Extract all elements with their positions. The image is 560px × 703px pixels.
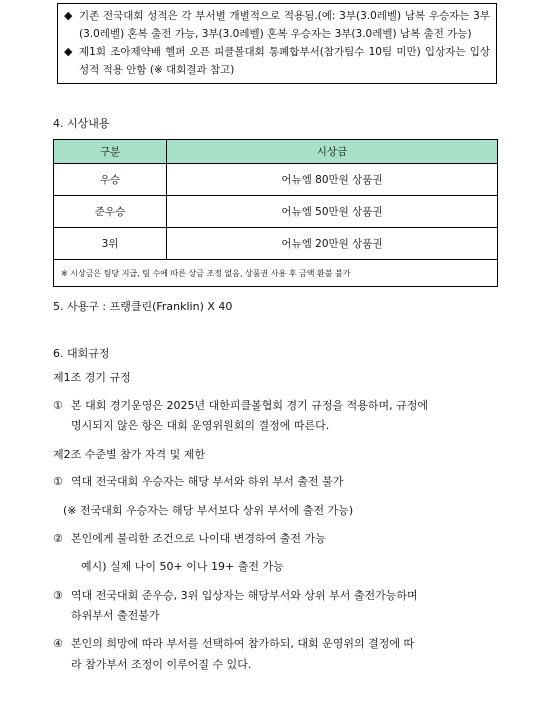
rule-text-continued: 라 참가부서 조정이 이루어질 수 있다.: [71, 658, 252, 671]
prize-section-title: 4. 시상내용: [53, 117, 110, 130]
rule-example: 예시) 실제 나이 50+ 이나 19+ 출전 가능: [81, 560, 284, 573]
rules-section-title: 6. 대회규정: [53, 347, 110, 360]
rule-item: [53, 635, 414, 653]
rule-text: 본 대회 경기운영은 2025년 대한피클볼협회 경기 규정을 적용하며, 규정에: [71, 399, 428, 412]
circled-number: ④: [53, 637, 63, 650]
rule-text: 본인에게 불리한 조건으로 나이대 변경하여 출전 가능: [71, 532, 326, 545]
column-header-prize: 시상금: [167, 140, 498, 164]
article-1-title: 제1조 경기 규정: [53, 371, 131, 384]
rule-text-continued: 명시되지 않은 항은 대회 운영위원회의 결정에 따른다.: [71, 419, 330, 432]
prize-table: [53, 139, 498, 287]
rank-cell: 우승: [54, 164, 167, 196]
rule-item: [53, 587, 418, 605]
ball-section-title: 5. 사용구 : 프랭클린(Franklin) X 40: [53, 300, 233, 313]
prize-cell: 어뉴엠 50만원 상품권: [167, 196, 498, 228]
notice-text: 제1회 조아제약배 헬퍼 오픈 피클볼대회 통폐합부서(참가팀수 10팀 미만) 입상자는 입상 성적 적용 안함 (※ 대회결과 참고): [79, 46, 490, 76]
prize-cell: 어뉴엠 80만원 상품권: [167, 164, 498, 196]
column-header-category: 구분: [54, 140, 167, 164]
diamond-bullet-icon: ◆: [64, 45, 73, 58]
prize-cell: 어뉴엠 20만원 상품권: [167, 228, 498, 260]
rule-item: [53, 530, 326, 548]
rank-cell: 3위: [54, 228, 167, 260]
table-header-row: [54, 140, 498, 164]
table-row: [54, 196, 498, 228]
rule-text: 역대 전국대회 우승자는 해당 부서와 하위 부서 출전 불가: [71, 475, 344, 488]
rule-text-continued: 하위부서 출전불가: [71, 609, 160, 622]
diamond-bullet-icon: ◆: [64, 9, 73, 22]
circled-number: ②: [53, 532, 63, 545]
table-row: [54, 164, 498, 196]
notice-text: 기존 전국대회 성적은 각 부서별 개별적으로 적용됨.(예: 3부(3.0레벨) 남복 우승자는 3부(3.0레벨) 혼복 출전 가능, 3부(3.0레벨) 혼복 우승자는 3부(3.0레벨) 남복 출전 가능): [79, 10, 490, 40]
article-2-title: 제2조 수준별 참가 자격 및 제한: [53, 448, 205, 461]
rank-cell: 준우승: [54, 196, 167, 228]
circled-number: ①: [53, 475, 63, 488]
notice-item: [64, 43, 490, 79]
rule-subnote: (※ 전국대회 우승자는 해당 부서보다 상위 부서에 출전 가능): [63, 504, 354, 517]
circled-number: ①: [53, 399, 63, 412]
table-row: [54, 228, 498, 260]
notice-item: [64, 7, 490, 43]
prize-note: ※ 시상금은 팀당 지급, 팀 수에 따른 상금 조정 없음, 상품권 사용 후 금액 환불 불가: [54, 260, 498, 287]
notice-box: [57, 3, 497, 84]
circled-number: ③: [53, 589, 63, 602]
table-note-row: [54, 260, 498, 287]
rule-text: 역대 전국대회 준우승, 3위 입상자는 해당부서와 상위 부서 출전가능하며: [71, 589, 418, 602]
rule-item: [53, 397, 428, 415]
rule-text: 본인의 희망에 따라 부서를 선택하여 참가하되, 대회 운영위의 결정에 따: [71, 637, 415, 650]
rule-item: [53, 473, 343, 491]
